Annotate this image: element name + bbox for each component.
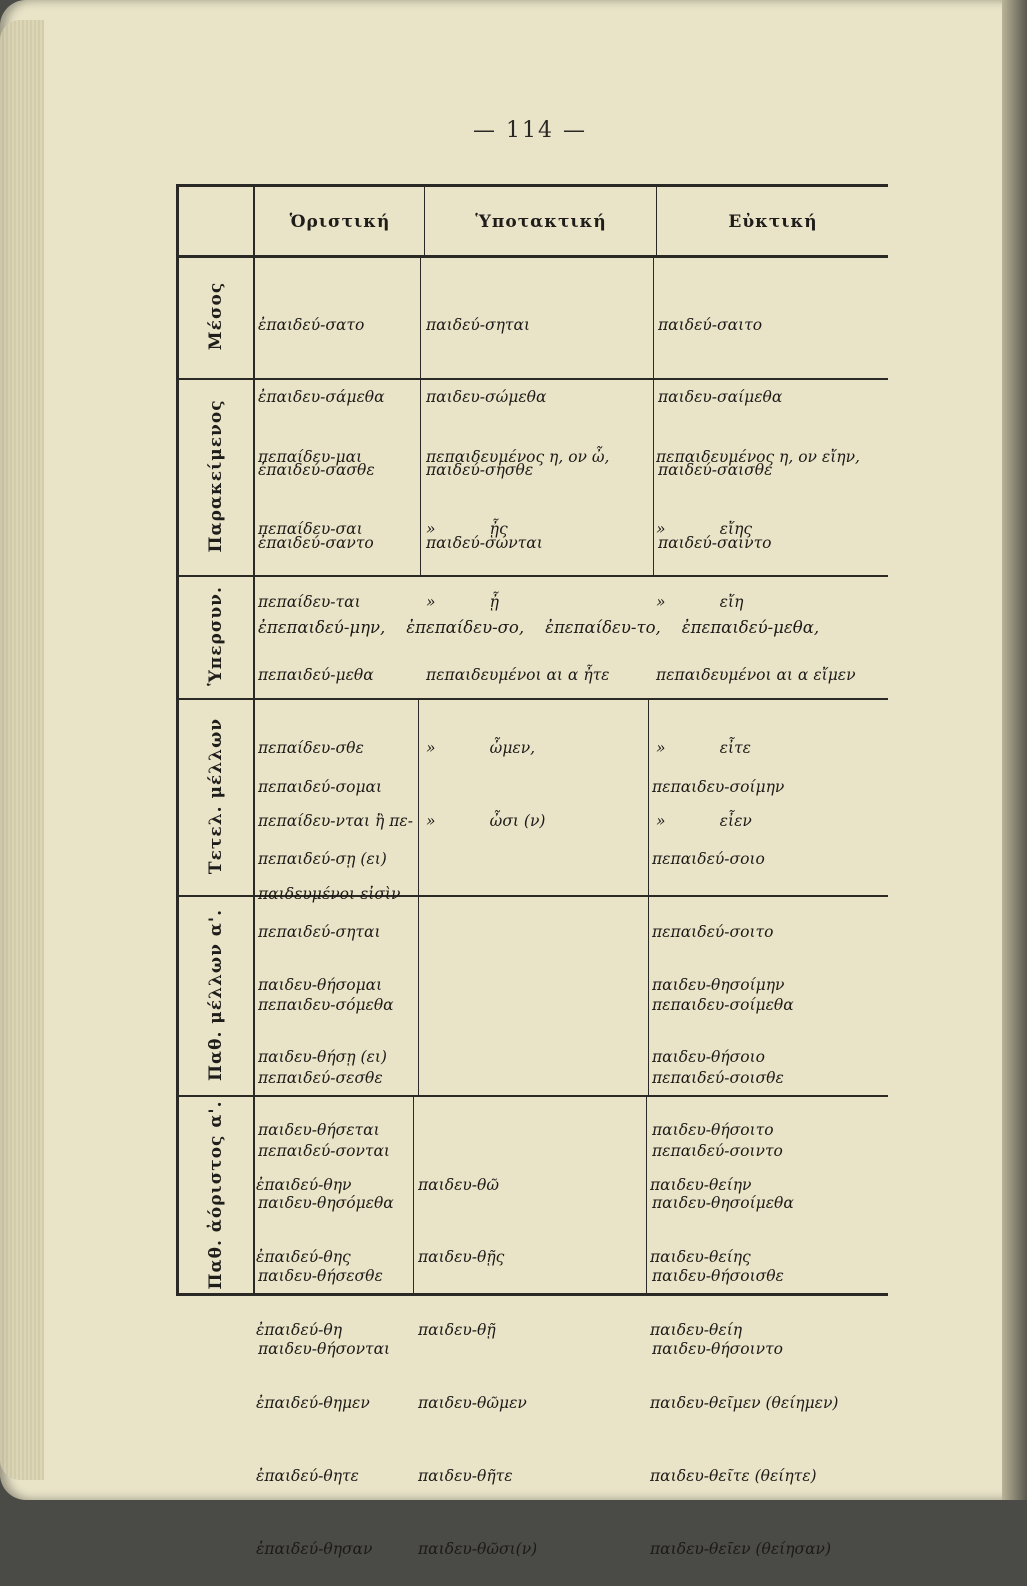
form: ἐπαιδεύ-θην [256, 1175, 352, 1194]
form: πεπαιδεύ-σομαι [258, 777, 383, 796]
form: παιδευ-θῶ [418, 1175, 500, 1194]
form: ἐπαιδεύ-σασθε [258, 461, 375, 480]
form: παιδευ-θεῖτε (θείητε) [650, 1467, 817, 1486]
form: παιδευ-θησοίμην [652, 975, 785, 994]
row-label-mesos-text: Μέσος [206, 281, 226, 351]
form: ἐπαιδεύ-θητε [256, 1467, 359, 1486]
form: » εἴη [656, 593, 744, 612]
row-label-path-mellon-text: Παθ. μέλλων α'. [206, 908, 226, 1082]
label-column-rule [253, 186, 255, 1294]
form: παιδευ-θείη [650, 1321, 743, 1340]
form: παιδευ-θεῖεν (θείησαν) [650, 1540, 832, 1559]
form: παιδευ-θεῖμεν (θείημεν) [650, 1394, 839, 1413]
form: πεπαιδεύ-σοιντο [652, 1142, 783, 1161]
form: πεπαιδευ-σοίμην [652, 777, 785, 796]
form: » ᾖς [426, 520, 508, 539]
form: παιδεύ-σησθε [426, 461, 534, 480]
form: » εἴης [656, 520, 753, 539]
form: παιδευ-θήσομαι [258, 975, 383, 994]
form: πεπαιδεύ-μεθα [258, 666, 374, 685]
row-label-parakeimenos-text: Παρακείμενος [206, 399, 226, 553]
column-rule [413, 1096, 414, 1294]
row-label-tetel-mellon-text: Τετελ. μέλλων [206, 717, 226, 875]
form: ἐπαιδεύ-θησαν [256, 1540, 373, 1559]
form: ἐπαιδεύ-σατο [258, 315, 365, 334]
form: παιδευ-θείης [650, 1248, 751, 1267]
hypersyntelikos-forms: ἐπεπαιδεύ-μην, ἐπεπαίδευ-σο, ἐπεπαίδευ-το, ἐπεπαιδεύ-μεθα, [258, 618, 820, 637]
path-aoristos-optative [650, 1124, 838, 1586]
form: παιδευμένοι εἰσὶν [258, 884, 401, 903]
form: » ὦμεν, [426, 739, 536, 758]
header-indicative: Ὁριστική [289, 212, 391, 232]
row-label-hypersyntelikos-text: Ὑπερσυν. [206, 586, 226, 686]
form: παιδεύ-σαισθε [658, 461, 773, 480]
page-edges [0, 20, 44, 1480]
column-rule [656, 186, 657, 256]
form: » εἶεν [656, 812, 752, 831]
form: πεπαιδευμένος η, ον ὦ, [426, 447, 610, 466]
column-rule [424, 186, 425, 256]
form: παιδευ-θήσονται [258, 1340, 391, 1359]
form: ἐπαιδεύ-θης [256, 1248, 351, 1267]
form: πεπαίδευ-σθε [258, 739, 364, 758]
form: παιδευ-θῶμεν [418, 1394, 527, 1413]
form: παιδευ-σαίμεθα [658, 388, 783, 407]
form: παιδευ-θήσεται [258, 1121, 380, 1140]
form: πεπαίδευ-ται [258, 593, 361, 612]
column-rule [418, 698, 419, 1096]
form: πεπαιδευ-σόμεθα [258, 996, 394, 1015]
form: παιδευ-θήσῃ (ει) [258, 1048, 387, 1067]
path-aoristos-subjunctive [418, 1124, 537, 1586]
form: πεπαιδεύ-σοισθε [652, 1069, 784, 1088]
form: παιδεύ-σαιτο [658, 315, 763, 334]
form: παιδεύ-σαιντο [658, 534, 772, 553]
row-label-path-aoristos-text: Παθ. ἀόριστος α'. [206, 1100, 226, 1290]
form: παιδευ-θῶσι(ν) [418, 1540, 538, 1559]
form: παιδευ-θῇς [418, 1248, 505, 1267]
form: πεπαίδευ-σαι [258, 520, 363, 539]
header-rule [178, 255, 888, 258]
form: πεπαιδεύ-σῃ (ει) [258, 850, 387, 869]
form: ἐπαιδεύ-σαντο [258, 534, 374, 553]
form: παιδευ-σώμεθα [426, 388, 547, 407]
form: πεπαιδεύ-σονται [258, 1142, 390, 1161]
form: πεπαίδευ-νται ἢ πε- [258, 812, 413, 831]
form: παιδευ-θῇ [418, 1321, 496, 1340]
form: » εἶτε [656, 739, 751, 758]
form: πεπαιδευμένοι αι α ἦτε [426, 666, 610, 685]
book-gutter [1002, 0, 1027, 1500]
form: παιδεύ-σωνται [426, 534, 543, 553]
column-rule [420, 256, 421, 576]
form: ἐπαιδεύ-θημεν [256, 1394, 370, 1413]
form: ἐπαιδεύ-θη [256, 1321, 342, 1340]
column-rule [653, 256, 654, 576]
form: παιδεύ-σηται [426, 315, 531, 334]
form: παιδευ-θείην [650, 1175, 752, 1194]
form: » ὦσι (ν) [426, 812, 546, 831]
header-subjunctive: Ὑποτακτική [475, 212, 607, 232]
form: παιδευ-θήσοιο [652, 1048, 765, 1067]
column-rule [646, 1096, 647, 1294]
form: ἐπαιδευ-σάμεθα [258, 388, 385, 407]
form: πεπαιδευμένοι αι α εἴμεν [656, 666, 856, 685]
form: παιδευ-θήσοιτο [652, 1121, 774, 1140]
form: πεπαιδευ-σοίμεθα [652, 996, 794, 1015]
form: παιδευ-θῆτε [418, 1467, 513, 1486]
form: πεπαιδεύ-σοιτο [652, 923, 774, 942]
column-rule [648, 698, 649, 1096]
form: παιδευ-θησόμεθα [258, 1194, 394, 1213]
form: παιδευ-θήσοισθε [652, 1267, 784, 1286]
form: πεπαιδευμένος η, ον εἴην, [656, 447, 860, 466]
page-number: — 114 — [473, 118, 587, 143]
form: πεπαιδεύ-σεσθε [258, 1069, 383, 1088]
form: πεπαίδευ-μαι [258, 447, 363, 466]
form: παιδευ-θήσεσθε [258, 1267, 383, 1286]
form: πεπαιδεύ-σηται [258, 923, 381, 942]
form: » ᾖ [426, 593, 499, 612]
form: παιδευ-θησοίμεθα [652, 1194, 794, 1213]
form: παιδευ-θήσοιντο [652, 1340, 783, 1359]
header-optative: Εὐκτική [728, 212, 818, 232]
path-aoristos-indicative [256, 1124, 372, 1586]
form: πεπαιδεύ-σοιο [652, 850, 765, 869]
